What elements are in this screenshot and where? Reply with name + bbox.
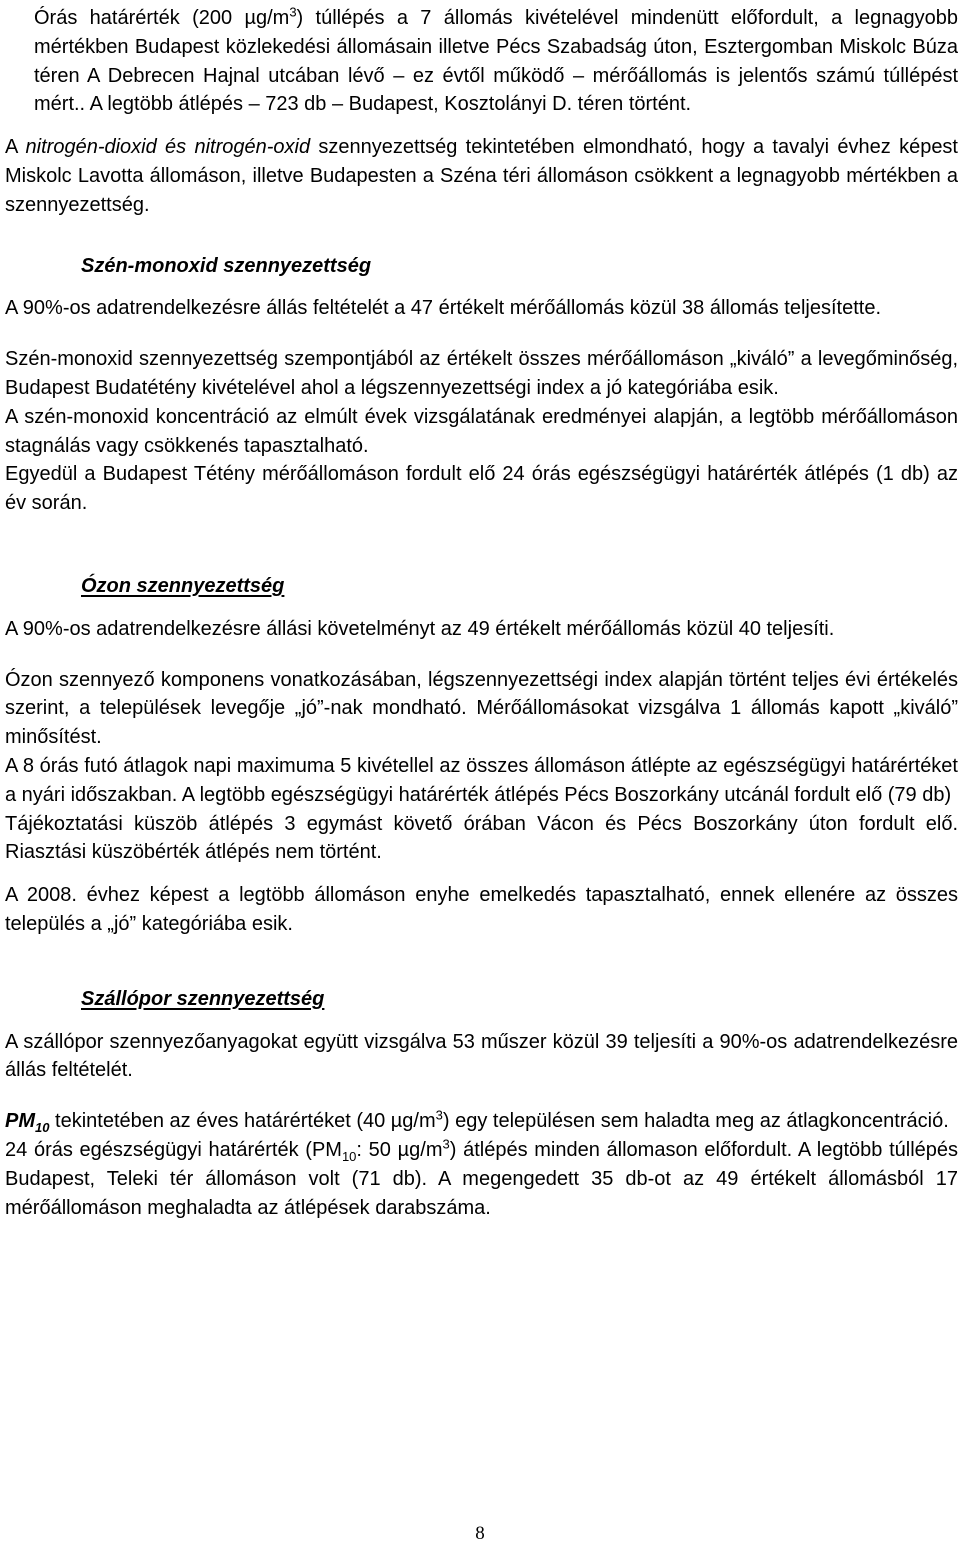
text-run: 24 órás egészségügyi határérték (PM (5, 1138, 342, 1161)
ozone-paragraph-availability: A 90%-os adatrendelkezésre állási követelményt az 49 értékelt mérőállomás közül 40 teljesíti. (5, 617, 835, 640)
ozone-paragraph-comparison: A 2008. évhez képest a legtöbb állomáson enyhe emelkedés tapasztalható, ennek ellenére az összes település a „jó” kategóriába esik. (5, 884, 958, 935)
section-heading-particulate-matter: Szállópor szennyezettség (81, 987, 325, 1010)
text-run: ) túllépés a 7 állomás kivételével mindenütt előfordult, a legnagyobb mértékben Budapest közlekedési állomásain illetve Pécs Szabadság úton, Esztergomban Miskolc Búza téren A Debrecen Hajnal utcában lévő – ez évtől működő – mérőállomás is jelentős számú túllépést mért.. A legtöbb átlépés – 723 db – Budapest, Kosztolányi D. téren történt. (34, 7, 958, 116)
co-paragraph-exceedance: Egyedül a Budapest Tétény mérőállomáson fordult elő 24 órás egészségügyi határérték átlépés (1 db) az év során. (5, 463, 958, 515)
text-run: ) átlépés minden állomason előfordult. A legtöbb túllépés Budapest, Teleki tér állomáson volt (71 db). A megengedett 35 db-ot az 49 értékelt állomásból 17 mérőállomáson meghaladta az átlépések darabszáma. (5, 1138, 959, 1219)
italic-term: nitrogén-dioxid és nitrogén-oxid (25, 136, 311, 159)
section-heading-carbon-monoxide: Szén-monoxid szennyezettség (81, 254, 372, 277)
intro-paragraph-nitrogen (5, 133, 958, 219)
text-run: : 50 µg/m (356, 1138, 443, 1161)
text-run: ) egy településen sem haladta meg az átlagkoncentráció. (442, 1110, 949, 1133)
subscript: 10 (341, 1148, 357, 1164)
co-paragraph-trend: A szén-monoxid koncentráció az elmúlt évek vizsgálatának eredményei alapján, a legtöbb mérőállomáson stagnálás vagy csökkenés tapasztalható. (5, 405, 958, 457)
superscript: 3 (289, 4, 297, 20)
ozone-paragraph-thresholds: Tájékoztatási küszöb átlépés 3 egymást követő órában Vácon és Pécs Boszorkány úton fordult elő. Riasztási küszöbérték átlépés nem történt. (5, 812, 958, 864)
section-heading-ozone: Ózon szennyezettség (81, 574, 285, 597)
superscript: 3 (442, 1136, 450, 1152)
pm-paragraph-availability: A szállópor szennyezőanyagokat együtt vizsgálva 53 műszer közül 39 teljesíti a 90%-os adatrendelkezésre állás feltételét. (5, 1030, 958, 1082)
co-paragraph-availability: A 90%-os adatrendelkezésre állás feltételét a 47 értékelt mérőállomás közül 38 állomás teljesítette. (5, 297, 882, 320)
pm10-label: PM (5, 1110, 35, 1133)
text-run: Órás határérték (200 µg/m (34, 7, 290, 29)
pm-paragraph-24h-limit (5, 1136, 958, 1222)
text-run: szennyezettség tekintetében elmondható, hogy a tavalyi évhez képest Miskolc Lavotta állomáson, illetve Budapesten a Széna téri állomáson csökkent a legnagyobb mértékben a szennyezettség. (5, 136, 958, 216)
co-paragraph-quality: Szén-monoxid szennyezettség szempontjából az értékelt összes mérőállomáson „kiváló” a levegőminőség, Budapest Budatétény kivételével ahol a légszennyezettségi index a jó kategóriába esik. (5, 348, 958, 399)
superscript: 3 (435, 1107, 443, 1123)
page-number: 8 (475, 1523, 485, 1544)
intro-paragraph-exceedances (5, 4, 958, 119)
subscript: 10 (35, 1120, 50, 1136)
text-run: tekintetében az éves határértéket (40 µg/m (49, 1110, 436, 1133)
pm-paragraph-annual-limit (5, 1107, 958, 1136)
ozone-paragraph-8h-average: A 8 órás futó átlagok napi maximuma 5 kivétellel az összes állomáson átlépte az egészségügyi határértéket a nyári időszakban. A legtöbb egészségügyi határérték átlépés Pécs Boszorkány utcánál fordult elő (79 db) (5, 754, 958, 806)
ozone-paragraph-index: Ózon szennyező komponens vonatkozásában, légszennyezettségi index alapján történt teljes évi értékelés szerint, a települések levegője „jó”-nak mondható. Mérőállomásokat vizsgálva 1 állomás kapott „kiváló” minősítést. (5, 668, 958, 749)
text-run: A (5, 136, 26, 159)
